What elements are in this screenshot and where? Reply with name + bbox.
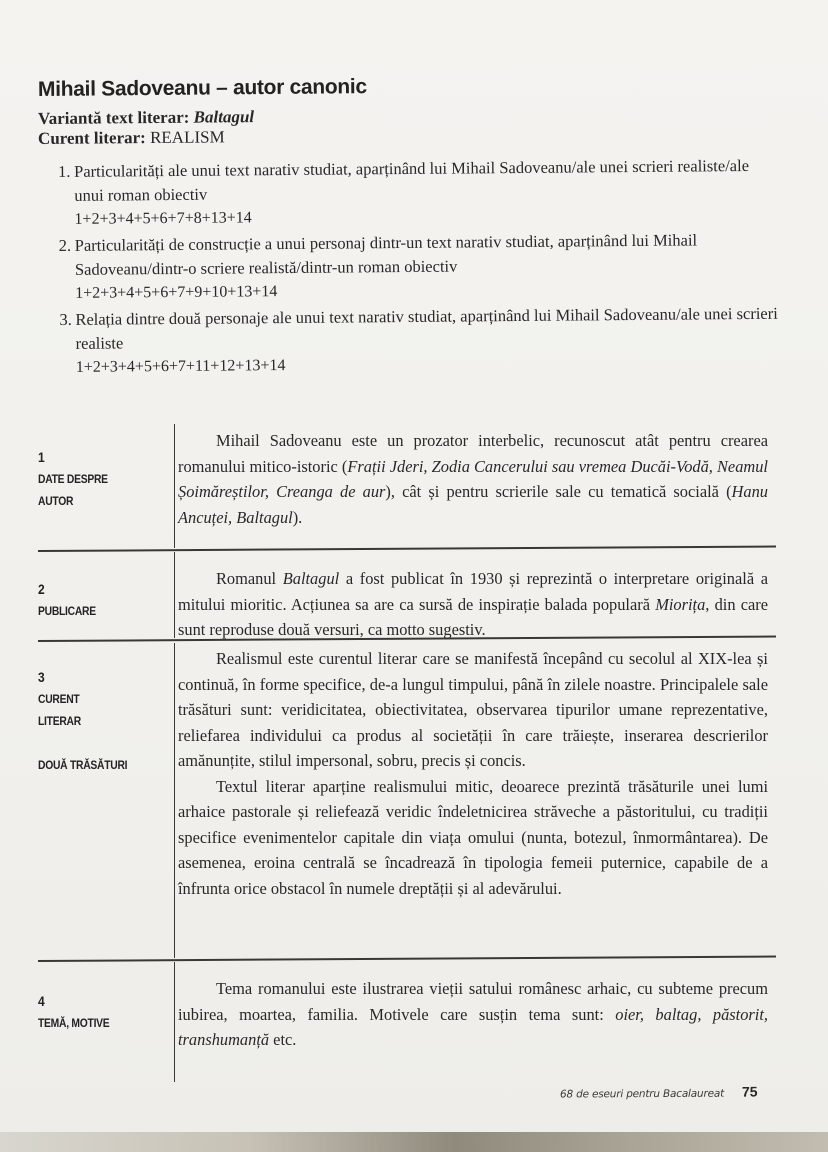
current-value: REALISM bbox=[149, 127, 225, 148]
subject-number: 3. bbox=[59, 309, 72, 329]
section-text bbox=[178, 566, 768, 643]
section-label bbox=[38, 578, 150, 622]
section-paragraph: Textul literar aparține realismului mitic, deoarece prezintă trăsăturile unei lumi arhaice pastorale și reliefează veridic îndeletnicirea străveche a păstoritului, cu tradiții specifice evenimentelor capitale din viața omului (nunta, botezul, înmormântarea). De asemenea, eroina centrală se încadrează în tipologia femeii puternice, capabile de a înfrunta orice obstacol în numele dreptății și al adevărului. bbox=[178, 776, 768, 898]
subject-text: Particularități de construcție a unui personaj dintr-un text narativ studiat, aparținând lui Mihail Sadoveanu/dintr-o scriere realistă/dintr-un roman obiectiv bbox=[74, 230, 698, 279]
row-divider bbox=[38, 955, 776, 961]
column-divider bbox=[174, 424, 175, 548]
subject-item bbox=[59, 302, 780, 380]
section-paragraph: Romanul Baltagul a fost publicat în 1930 și reprezintă o interpretare originală a mitului mioritic. Acțiunea sa are ca sursă de inspirație balada populară Miorița, din care sunt reproduse două versuri, ca motto sugestiv. bbox=[178, 569, 768, 639]
section-label-spacer bbox=[38, 732, 150, 754]
section-text bbox=[178, 646, 768, 901]
section-paragraph: Realismul este curentul literar care se manifestă începând cu secolul al XIX-lea și continuă, în forme specifice, de-a lungul timpului, până în zilele noastre. Principalele sale trăsături sunt: veridicitatea, obiectivitatea, observarea tipurilor umane reprezentative, reliefarea individului ca produs al societății în care trăiește, inserarea descrierilor amănunțite, stilul impersonal, sobru, precis și concis. bbox=[178, 649, 768, 770]
section-label-line: DATE DESPRE bbox=[38, 472, 108, 486]
section-label-line: CURENT bbox=[38, 692, 80, 706]
subject-text: Relația dintre două personaje ale unui text narativ studiat, aparținând lui Mihail Sadoveanu/ale unei scrieri realiste bbox=[75, 303, 778, 353]
section-label bbox=[38, 990, 150, 1034]
page-footer bbox=[560, 1083, 758, 1100]
section-label-line: AUTOR bbox=[38, 494, 74, 508]
variant-line bbox=[38, 107, 254, 129]
current-label: Curent literar: bbox=[37, 128, 146, 148]
book-title: 68 de eseuri pentru Bacalaureat bbox=[559, 1087, 725, 1101]
section-paragraph: Mihail Sadoveanu este un prozator interbelic, recunoscut atât pentru crearea romanului mitico-istoric (Frații Jderi, Zodia Cancerului sau vremea Ducăi-Vodă, Neamul Șoimăreștilor, Creanga de aur), cât și pentru scrierile sale cu tematică socială (Hanu Ancuței, Baltagul). bbox=[178, 431, 768, 527]
row-divider bbox=[38, 545, 776, 551]
section-text bbox=[178, 428, 768, 530]
subject-item bbox=[59, 228, 780, 306]
section-label-line: DOUĂ TRĂSĂTURI bbox=[38, 758, 128, 772]
section-label bbox=[38, 666, 150, 776]
variant-label: Variantă text literar: bbox=[37, 107, 190, 128]
scan-edge bbox=[0, 1132, 828, 1152]
section-number: 4 bbox=[38, 993, 45, 1009]
subject-number: 1. bbox=[58, 161, 71, 181]
column-divider bbox=[174, 962, 175, 1082]
subject-formula: 1+2+3+4+5+6+7+9+10+13+14 bbox=[75, 283, 278, 302]
variant-value: Baltagul bbox=[193, 107, 255, 127]
subject-item bbox=[58, 154, 779, 232]
section-number: 1 bbox=[38, 449, 45, 465]
page-number: 75 bbox=[741, 1083, 758, 1100]
section-label bbox=[38, 446, 150, 512]
subject-text: Particularități ale unui text narativ studiat, aparținând lui Mihail Sadoveanu/ale unei scrieri realiste/ale unui roman obiectiv bbox=[74, 155, 750, 205]
page-title: Mihail Sadoveanu – autor canonic bbox=[37, 75, 367, 101]
section-paragraph: Tema romanului este ilustrarea vieții satului românesc arhaic, cu subteme precum iubirea, moartea, familia. Motivele care susțin tema sunt: oier, baltag, păstorit, transhumanță etc. bbox=[178, 979, 768, 1049]
section-number: 3 bbox=[38, 669, 45, 685]
section-number: 2 bbox=[38, 581, 45, 597]
essay-subjects-list bbox=[58, 154, 780, 382]
column-divider bbox=[174, 552, 175, 638]
literary-current-line bbox=[38, 127, 225, 149]
section-label-line: LITERAR bbox=[38, 714, 81, 728]
subject-formula: 1+2+3+4+5+6+7+11+12+13+14 bbox=[75, 357, 286, 376]
subject-formula: 1+2+3+4+5+6+7+8+13+14 bbox=[74, 209, 252, 228]
subject-number: 2. bbox=[58, 235, 72, 255]
section-text bbox=[178, 976, 768, 1053]
column-divider bbox=[174, 643, 175, 958]
section-label-line: TEMĂ, MOTIVE bbox=[38, 1016, 110, 1030]
section-label-line: PUBLICARE bbox=[38, 604, 96, 618]
